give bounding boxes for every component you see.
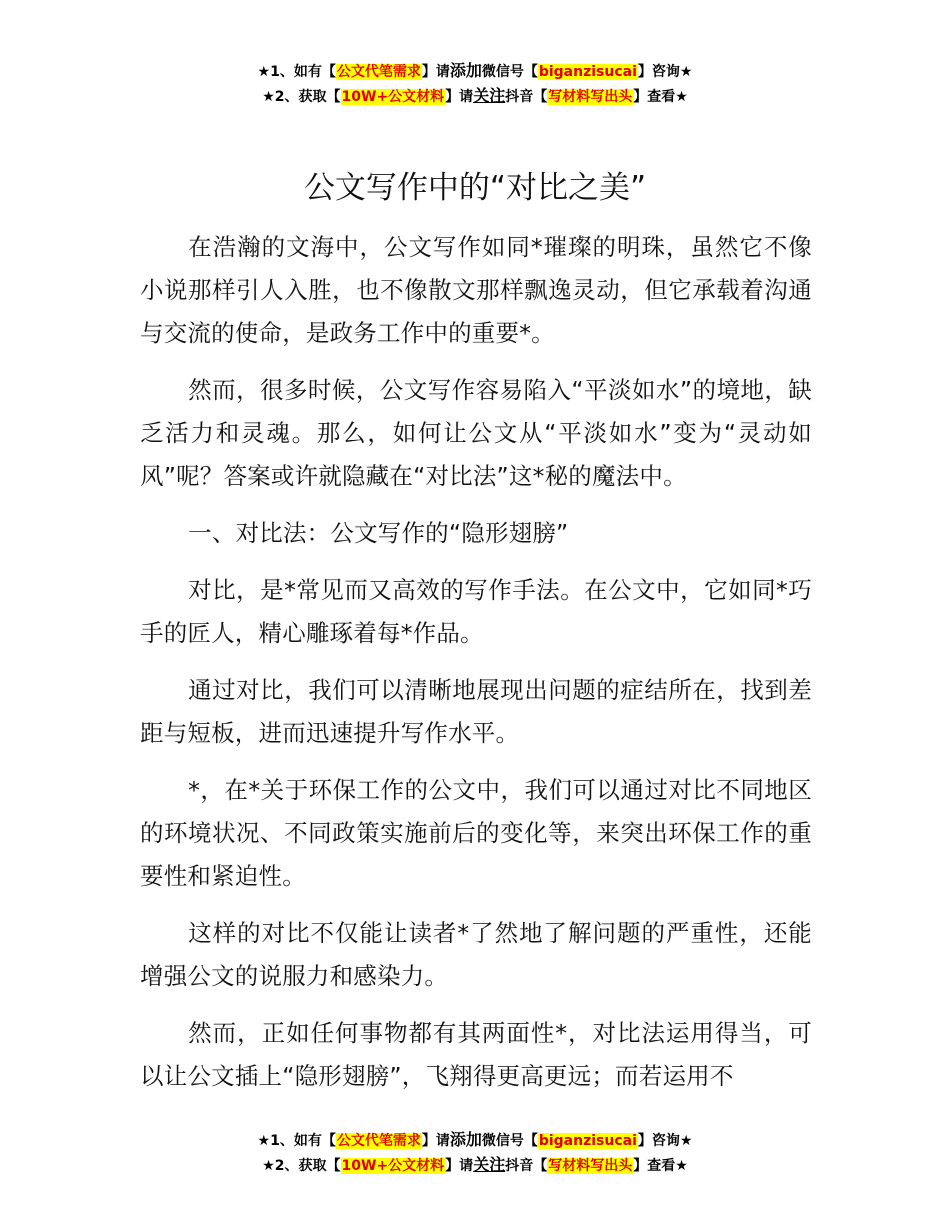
promo-line-2: ★2、获取【10W+公文材料】请关注抖音【写材料写出头】查看★ (262, 86, 688, 105)
paragraph: 这样的对比不仅能让读者*了然地了解问题的严重性，还能增强公文的说服力和感染力。 (140, 919, 812, 990)
highlight-service: 公文代笔需求 (336, 64, 421, 80)
paragraph: 然而，正如任何事物都有其两面性*，对比法运用得当，可以让公文插上“隐形翅膀”，飞翔得更高更远；而若运用不 (140, 1019, 812, 1090)
promo-banner-top (0, 59, 950, 109)
paragraph: 通过对比，我们可以清晰地展现出问题的症结所在，找到差距与短板，进而迅速提升写作水平。 (140, 676, 812, 747)
paragraph: 对比，是*常见而又高效的写作手法。在公文中，它如同*巧手的匠人，精心雕琢着每*作品。 (140, 576, 812, 647)
document-body (140, 226, 812, 1112)
document-title: 公文写作中的“对比之美” (303, 170, 647, 206)
highlight-douyin-account: 写材料写出头 (548, 89, 633, 105)
promo-line-2: ★2、获取【10W+公文材料】请关注抖音【写材料写出头】查看★ (262, 1155, 688, 1174)
highlight-wechat-id: biganzisucai (538, 64, 637, 80)
highlight-douyin-account: 写材料写出头 (548, 1158, 633, 1174)
highlight-service: 公文代笔需求 (336, 1133, 421, 1149)
paragraph: 然而，很多时候，公文写作容易陷入“平淡如水”的境地，缺乏活力和灵魂。那么，如何让公文从“平淡如水”变为“灵动如风”呢？答案或许就隐藏在“对比法”这*秘的魔法中。 (140, 376, 812, 490)
highlight-wechat-id: biganzisucai (538, 1133, 637, 1149)
promo-line-1: ★1、如有【公文代笔需求】请添加微信号【biganzisucai】咨询★ (257, 61, 693, 80)
paragraph: *，在*关于环保工作的公文中，我们可以通过对比不同地区的环境状况、不同政策实施前后的变化等，来突出环保工作的重要性和紧迫性。 (140, 776, 812, 890)
promo-banner-bottom (0, 1128, 950, 1178)
highlight-materials: 10W+公文材料 (341, 1158, 445, 1174)
promo-line-1: ★1、如有【公文代笔需求】请添加微信号【biganzisucai】咨询★ (257, 1130, 693, 1149)
section-heading: 一、对比法：公文写作的“隐形翅膀” (188, 519, 569, 547)
paragraph: 在浩瀚的文海中，公文写作如同*璀璨的明珠，虽然它不像小说那样引人入胜，也不像散文那样飘逸灵动，但它承载着沟通与交流的使命，是政务工作中的重要*。 (140, 233, 812, 347)
highlight-materials: 10W+公文材料 (341, 89, 445, 105)
